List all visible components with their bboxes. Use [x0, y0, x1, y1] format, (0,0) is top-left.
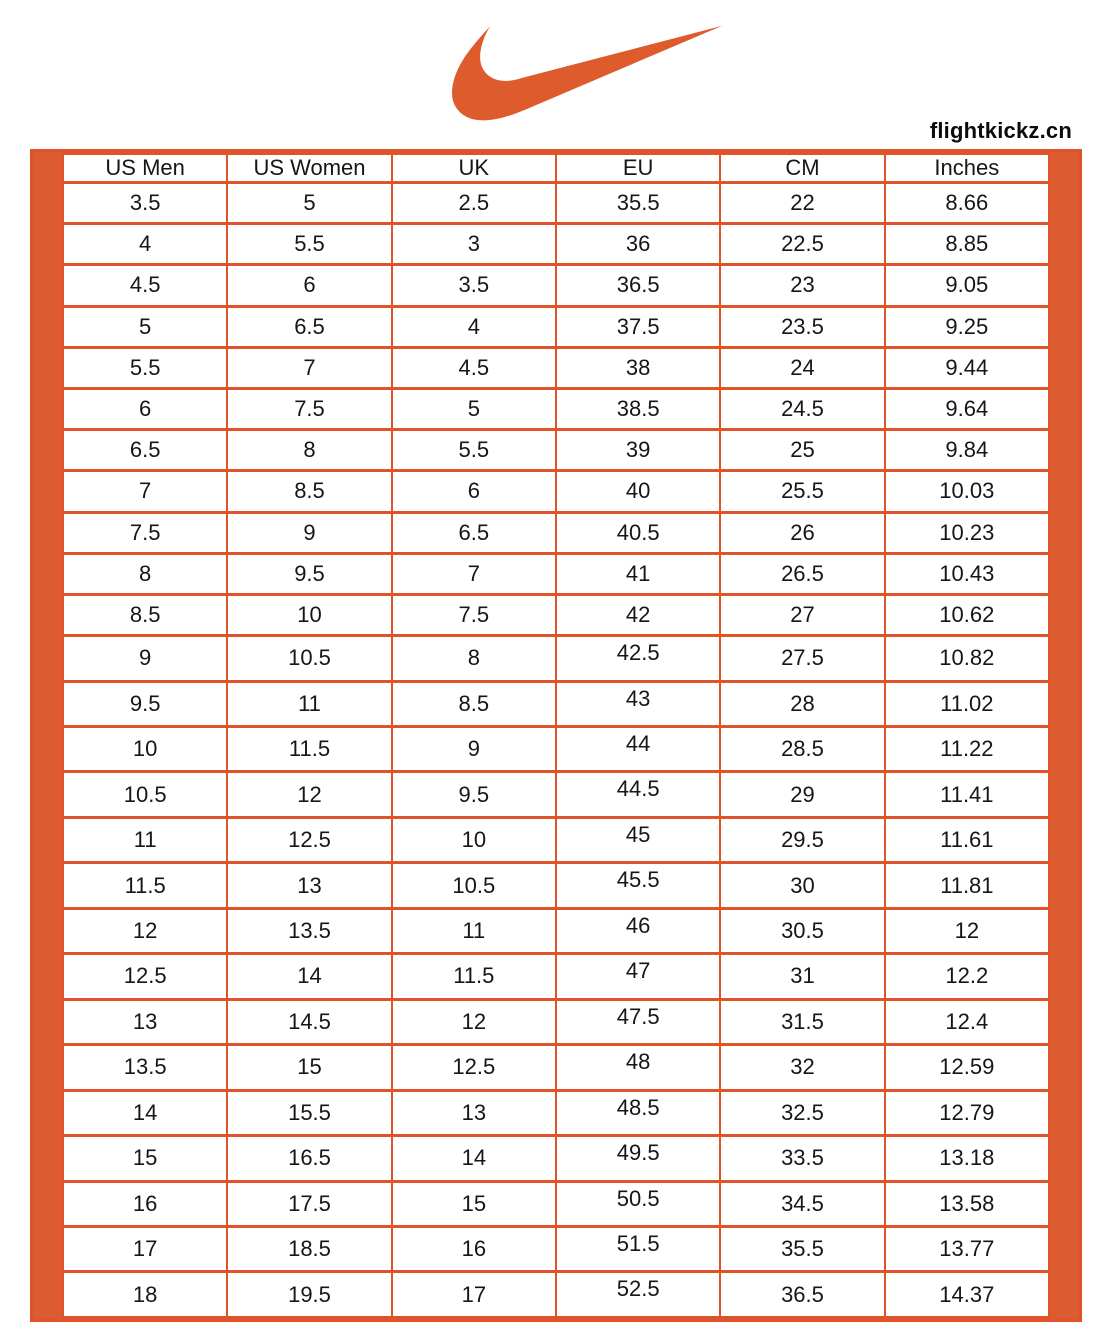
table-cell: 26.5 [720, 553, 884, 594]
table-cell: 32 [720, 1045, 884, 1090]
table-cell: 11.81 [885, 863, 1049, 908]
table-cell: 6 [392, 471, 556, 512]
table-row [63, 999, 1049, 1044]
table-cell: 9 [63, 636, 227, 681]
table-cell: 4.5 [63, 265, 227, 306]
table-cell: 22.5 [720, 224, 884, 265]
table-cell: 10.03 [885, 471, 1049, 512]
table-cell: 3.5 [392, 265, 556, 306]
table-cell: 23.5 [720, 306, 884, 347]
table-cell: 28 [720, 681, 884, 726]
size-chart [30, 149, 1082, 1322]
table-row [63, 681, 1049, 726]
table-cell: 33.5 [720, 1136, 884, 1181]
column-header-us-men: US Men [63, 154, 227, 183]
table-cell: 13 [63, 999, 227, 1044]
table-cell: 36.5 [556, 265, 720, 306]
table-cell: 11.5 [392, 954, 556, 999]
nike-logo [452, 10, 724, 130]
table-row [63, 908, 1049, 953]
table-cell: 48.5 [556, 1090, 720, 1135]
table-cell: 24 [720, 347, 884, 388]
right-accent-bar [1050, 152, 1079, 1319]
column-header-cm: CM [720, 154, 884, 183]
table-cell: 7.5 [63, 512, 227, 553]
table-cell: 9.5 [63, 681, 227, 726]
table-cell: 10.5 [392, 863, 556, 908]
table-cell: 51.5 [556, 1226, 720, 1271]
table-cell: 6.5 [63, 430, 227, 471]
table-cell: 15 [63, 1136, 227, 1181]
table-cell: 13.18 [885, 1136, 1049, 1181]
table-cell: 12 [227, 772, 391, 817]
table-cell: 31.5 [720, 999, 884, 1044]
table-cell: 17 [63, 1226, 227, 1271]
table-cell: 9.64 [885, 388, 1049, 429]
table-cell: 25.5 [720, 471, 884, 512]
table-row [63, 817, 1049, 862]
table-row [63, 388, 1049, 429]
table-cell: 12.79 [885, 1090, 1049, 1135]
table-cell: 17 [392, 1272, 556, 1318]
table-cell: 27 [720, 594, 884, 635]
table-cell: 7.5 [392, 594, 556, 635]
header-row [63, 154, 1049, 183]
table-cell: 22 [720, 183, 884, 224]
table-cell: 11 [392, 908, 556, 953]
table-cell: 11 [63, 817, 227, 862]
table-cell: 12.5 [63, 954, 227, 999]
table-cell: 14 [392, 1136, 556, 1181]
table-cell: 15 [392, 1181, 556, 1226]
table-cell: 10.82 [885, 636, 1049, 681]
table-row [63, 1090, 1049, 1135]
table-row [63, 265, 1049, 306]
table-cell: 9.44 [885, 347, 1049, 388]
table-cell: 43 [556, 681, 720, 726]
table-cell: 36 [556, 224, 720, 265]
table-cell: 16 [392, 1226, 556, 1271]
table-cell: 37.5 [556, 306, 720, 347]
table-cell: 32.5 [720, 1090, 884, 1135]
table-cell: 11 [227, 681, 391, 726]
table-cell: 30 [720, 863, 884, 908]
table-cell: 36.5 [720, 1272, 884, 1318]
table-cell: 6 [227, 265, 391, 306]
table-cell: 41 [556, 553, 720, 594]
table-cell: 40.5 [556, 512, 720, 553]
table-cell: 6.5 [392, 512, 556, 553]
table-cell: 11.61 [885, 817, 1049, 862]
table-cell: 11.41 [885, 772, 1049, 817]
table-cell: 12.4 [885, 999, 1049, 1044]
table-cell: 13 [392, 1090, 556, 1135]
column-header-inches: Inches [885, 154, 1049, 183]
table-cell: 7 [63, 471, 227, 512]
table-cell: 5 [63, 306, 227, 347]
table-cell: 8.85 [885, 224, 1049, 265]
table-cell: 39 [556, 430, 720, 471]
table-header [63, 154, 1049, 183]
table-cell: 8.5 [63, 594, 227, 635]
table-row [63, 1045, 1049, 1090]
table-cell: 45 [556, 817, 720, 862]
table-cell: 3 [392, 224, 556, 265]
column-header-eu: EU [556, 154, 720, 183]
table-row [63, 636, 1049, 681]
table-cell: 29 [720, 772, 884, 817]
table-cell: 31 [720, 954, 884, 999]
table-cell: 17.5 [227, 1181, 391, 1226]
table-cell: 10.5 [227, 636, 391, 681]
table-row [63, 863, 1049, 908]
table-cell: 16.5 [227, 1136, 391, 1181]
table-cell: 12 [63, 908, 227, 953]
table-cell: 50.5 [556, 1181, 720, 1226]
table-cell: 6.5 [227, 306, 391, 347]
table-cell: 9.5 [392, 772, 556, 817]
table-cell: 7.5 [227, 388, 391, 429]
table-cell: 11.02 [885, 681, 1049, 726]
table-cell: 12 [885, 908, 1049, 953]
table-cell: 9.05 [885, 265, 1049, 306]
table-cell: 6 [63, 388, 227, 429]
table-row [63, 306, 1049, 347]
table-cell: 13 [227, 863, 391, 908]
table-cell: 4 [63, 224, 227, 265]
table-cell: 9.25 [885, 306, 1049, 347]
site-label: flightkickz.cn [929, 118, 1072, 143]
table-cell: 35.5 [720, 1226, 884, 1271]
table-cell: 25 [720, 430, 884, 471]
table-cell: 10 [227, 594, 391, 635]
table-cell: 5.5 [227, 224, 391, 265]
table-cell: 14 [227, 954, 391, 999]
table-cell: 44.5 [556, 772, 720, 817]
table-cell: 2.5 [392, 183, 556, 224]
table-cell: 5 [227, 183, 391, 224]
table-cell: 8.66 [885, 183, 1049, 224]
column-header-us-women: US Women [227, 154, 391, 183]
table-row [63, 1272, 1049, 1318]
table-cell: 10 [392, 817, 556, 862]
table-cell: 42.5 [556, 636, 720, 681]
table-cell: 13.5 [63, 1045, 227, 1090]
table-cell: 16 [63, 1181, 227, 1226]
table-cell: 46 [556, 908, 720, 953]
table-cell: 13.58 [885, 1181, 1049, 1226]
table-cell: 11.22 [885, 726, 1049, 771]
left-accent-bar [33, 152, 62, 1319]
table-cell: 9.5 [227, 553, 391, 594]
table-row [63, 1226, 1049, 1271]
table-cell: 34.5 [720, 1181, 884, 1226]
table-cell: 5.5 [392, 430, 556, 471]
table-row [63, 726, 1049, 771]
table-cell: 12 [392, 999, 556, 1044]
table-row [63, 954, 1049, 999]
table-cell: 12.5 [392, 1045, 556, 1090]
table-cell: 12.2 [885, 954, 1049, 999]
table-row [63, 1181, 1049, 1226]
table-cell: 40 [556, 471, 720, 512]
table-cell: 13.5 [227, 908, 391, 953]
table-cell: 8.5 [392, 681, 556, 726]
table-row [63, 594, 1049, 635]
table-row [63, 430, 1049, 471]
table-row [63, 772, 1049, 817]
table-cell: 8 [392, 636, 556, 681]
table-row [63, 1136, 1049, 1181]
table-cell: 11.5 [63, 863, 227, 908]
table-cell: 47.5 [556, 999, 720, 1044]
table-row [63, 471, 1049, 512]
table-cell: 10.5 [63, 772, 227, 817]
table-row [63, 553, 1049, 594]
table-cell: 14.37 [885, 1272, 1049, 1318]
table-cell: 12.5 [227, 817, 391, 862]
table-cell: 8 [227, 430, 391, 471]
table-cell: 38.5 [556, 388, 720, 429]
table-cell: 10.43 [885, 553, 1049, 594]
table-cell: 29.5 [720, 817, 884, 862]
table-cell: 30.5 [720, 908, 884, 953]
column-header-uk: UK [392, 154, 556, 183]
table-cell: 8 [63, 553, 227, 594]
table-cell: 7 [392, 553, 556, 594]
table-row [63, 183, 1049, 224]
table-cell: 4.5 [392, 347, 556, 388]
table-cell: 19.5 [227, 1272, 391, 1318]
table-row [63, 347, 1049, 388]
table-cell: 52.5 [556, 1272, 720, 1318]
table-cell: 4 [392, 306, 556, 347]
table-cell: 18.5 [227, 1226, 391, 1271]
table-cell: 12.59 [885, 1045, 1049, 1090]
table-cell: 38 [556, 347, 720, 388]
table-cell: 10.23 [885, 512, 1049, 553]
table-cell: 24.5 [720, 388, 884, 429]
table-cell: 18 [63, 1272, 227, 1318]
table-cell: 7 [227, 347, 391, 388]
table-cell: 28.5 [720, 726, 884, 771]
table-cell: 35.5 [556, 183, 720, 224]
table-cell: 5 [392, 388, 556, 429]
table-cell: 10 [63, 726, 227, 771]
table-cell: 13.77 [885, 1226, 1049, 1271]
table-cell: 11.5 [227, 726, 391, 771]
table-cell: 8.5 [227, 471, 391, 512]
table-row [63, 512, 1049, 553]
table-cell: 44 [556, 726, 720, 771]
table-row [63, 224, 1049, 265]
table-cell: 42 [556, 594, 720, 635]
table-cell: 5.5 [63, 347, 227, 388]
table-cell: 47 [556, 954, 720, 999]
table-cell: 9 [227, 512, 391, 553]
table-cell: 3.5 [63, 183, 227, 224]
table-cell: 15.5 [227, 1090, 391, 1135]
nike-swoosh-icon [452, 10, 724, 136]
table-cell: 45.5 [556, 863, 720, 908]
table-cell: 9.84 [885, 430, 1049, 471]
size-conversion-table [62, 152, 1050, 1319]
table-cell: 23 [720, 265, 884, 306]
table-cell: 14.5 [227, 999, 391, 1044]
table-cell: 27.5 [720, 636, 884, 681]
table-cell: 10.62 [885, 594, 1049, 635]
table-cell: 26 [720, 512, 884, 553]
table-cell: 15 [227, 1045, 391, 1090]
table-cell: 48 [556, 1045, 720, 1090]
table-cell: 14 [63, 1090, 227, 1135]
table-cell: 49.5 [556, 1136, 720, 1181]
table-cell: 9 [392, 726, 556, 771]
